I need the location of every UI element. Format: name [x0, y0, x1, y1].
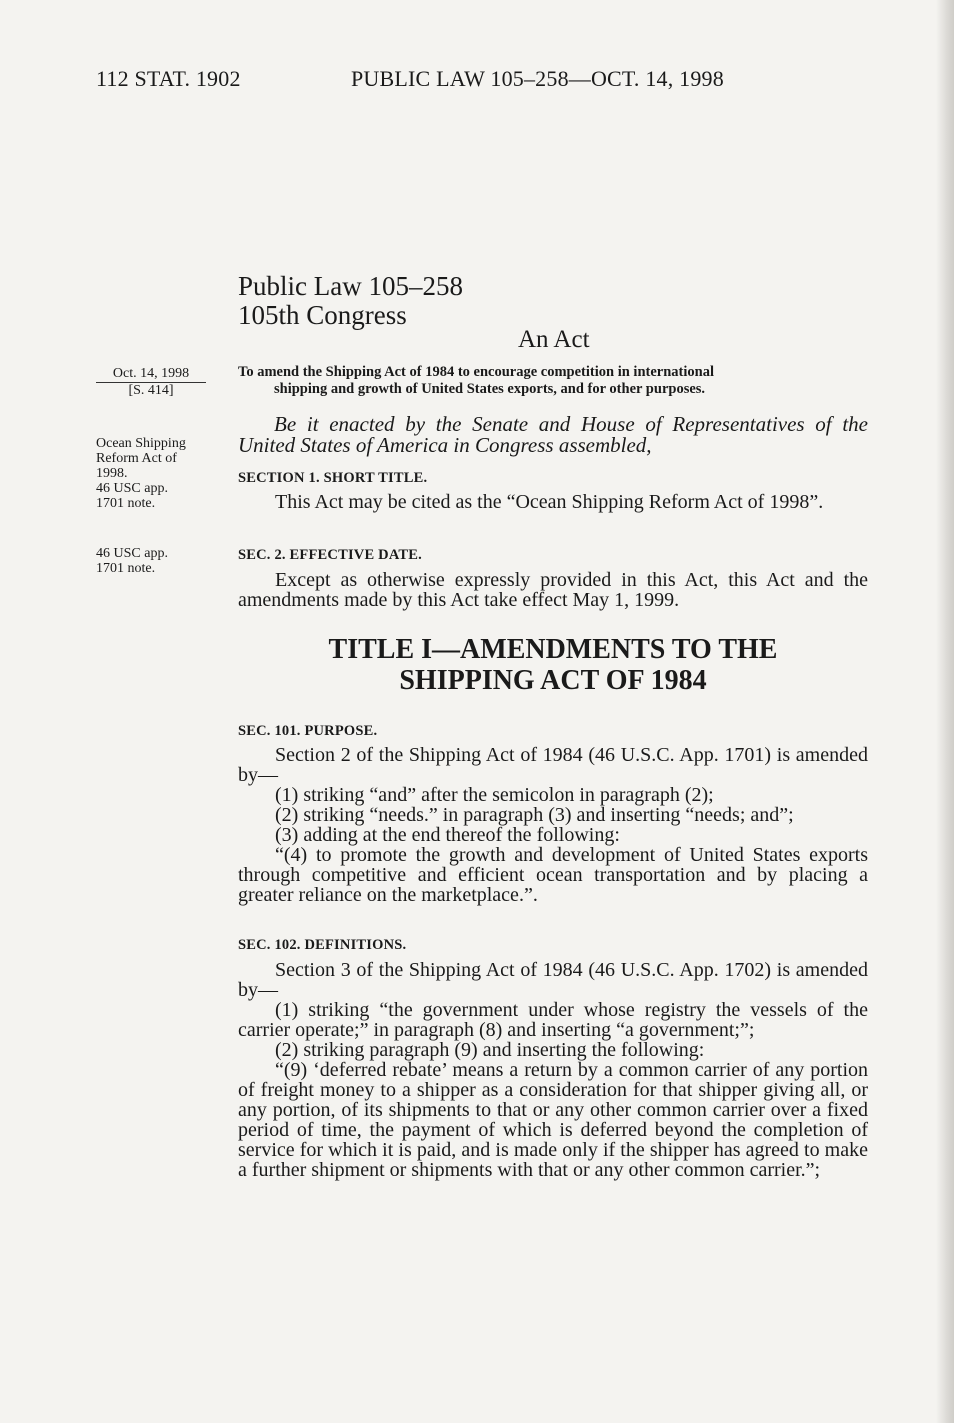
statute-page-number: 112 STAT. 1902: [96, 66, 241, 91]
enacting-clause: [238, 414, 868, 456]
section-101-intro: Section 2 of the Shipping Act of 1984 (46 U.S.C. App. 1701) is amended by—: [238, 744, 868, 786]
section-1-heading: SECTION 1. SHORT TITLE.: [238, 470, 428, 486]
public-law-number: Public Law 105–258: [238, 271, 463, 301]
section-2-text: [238, 570, 868, 610]
section-102-intro: Section 3 of the Shipping Act of 1984 (46 U.S.C. App. 1702) is amended by—: [238, 959, 868, 1001]
margin-note-line: 46 USC app.: [96, 481, 168, 496]
law-citation-header: PUBLIC LAW 105–258—OCT. 14, 1998: [351, 66, 724, 91]
section-102-item: (1) striking “the government under whose registry the vessels of the carrier operate;” in paragraph (8) and inserting “a government;”;: [238, 999, 868, 1041]
margin-note-line: Reform Act of: [96, 451, 177, 466]
margin-note-line: 46 USC app.: [96, 546, 168, 561]
title-i-line: TITLE I—AMENDMENTS TO THE: [328, 634, 778, 665]
margin-note-line: Ocean Shipping: [96, 436, 186, 451]
section-102-heading: SEC. 102. DEFINITIONS.: [238, 937, 407, 953]
enacting-clause-text: Be it enacted by the Senate and House of Representatives of the United States of America in Congress assembled,: [238, 412, 868, 457]
margin-bill-number: [S. 414]: [128, 383, 174, 398]
section-102-quoted-text: “(9) ‘deferred rebate’ means a return by a common carrier of any portion of freight money to a shipper as a consideration for that shipper giving all, or any portion, of its shipments to that or any other common carrier over a fixed period of time, the payment of which is deferred beyond the completion of service for which it is paid, and is made only if the shipper has agreed to make a further shipment or shipments with that or any other common carrier.”;: [238, 1059, 868, 1181]
congress-number: 105th Congress: [238, 300, 407, 330]
section-2-paragraph: Except as otherwise expressly provided in this Act, this Act and the amendments made by this Act take effect May 1, 1999.: [238, 569, 868, 611]
section-101-heading: SEC. 101. PURPOSE.: [238, 723, 378, 739]
section-101-item: (3) adding at the end thereof the following:: [275, 824, 620, 846]
title-i-heading: [238, 634, 868, 696]
section-102-item: (2) striking paragraph (9) and inserting the following:: [275, 1039, 705, 1061]
title-i-line: SHIPPING ACT OF 1984: [399, 665, 707, 696]
margin-note-line: 1998.: [96, 466, 128, 481]
margin-note-short-title: [96, 436, 226, 511]
page-edge-shadow: [936, 0, 954, 1423]
section-1-text: [238, 492, 868, 512]
margin-date: Oct. 14, 1998: [112, 366, 190, 381]
section-101-item: (1) striking “and” after the semicolon in paragraph (2);: [275, 784, 714, 806]
law-title-block: [238, 272, 463, 330]
purpose-line: To amend the Shipping Act of 1984 to encourage competition in international: [238, 364, 714, 380]
section-101-body: [238, 745, 868, 905]
section-101-quoted-text: “(4) to promote the growth and development of United States exports through competitive and efficient ocean transportation and by placing a greater reliance on the marketplace.”.: [238, 844, 868, 906]
section-1-paragraph: This Act may be cited as the “Ocean Shipping Reform Act of 1998”.: [275, 491, 824, 513]
act-purpose: [238, 364, 868, 398]
margin-note-effective-date: [96, 546, 226, 576]
margin-note-line: 1701 note.: [96, 496, 156, 511]
section-101-item: (2) striking “needs.” in paragraph (3) and inserting “needs; and”;: [275, 804, 794, 826]
margin-date-block: [96, 366, 206, 398]
section-2-heading: SEC. 2. EFFECTIVE DATE.: [238, 547, 423, 563]
purpose-line: shipping and growth of United States exports, and for other purposes.: [274, 381, 706, 397]
an-act-heading: An Act: [518, 326, 590, 353]
section-102-body: [238, 960, 868, 1180]
margin-note-line: 1701 note.: [96, 561, 156, 576]
